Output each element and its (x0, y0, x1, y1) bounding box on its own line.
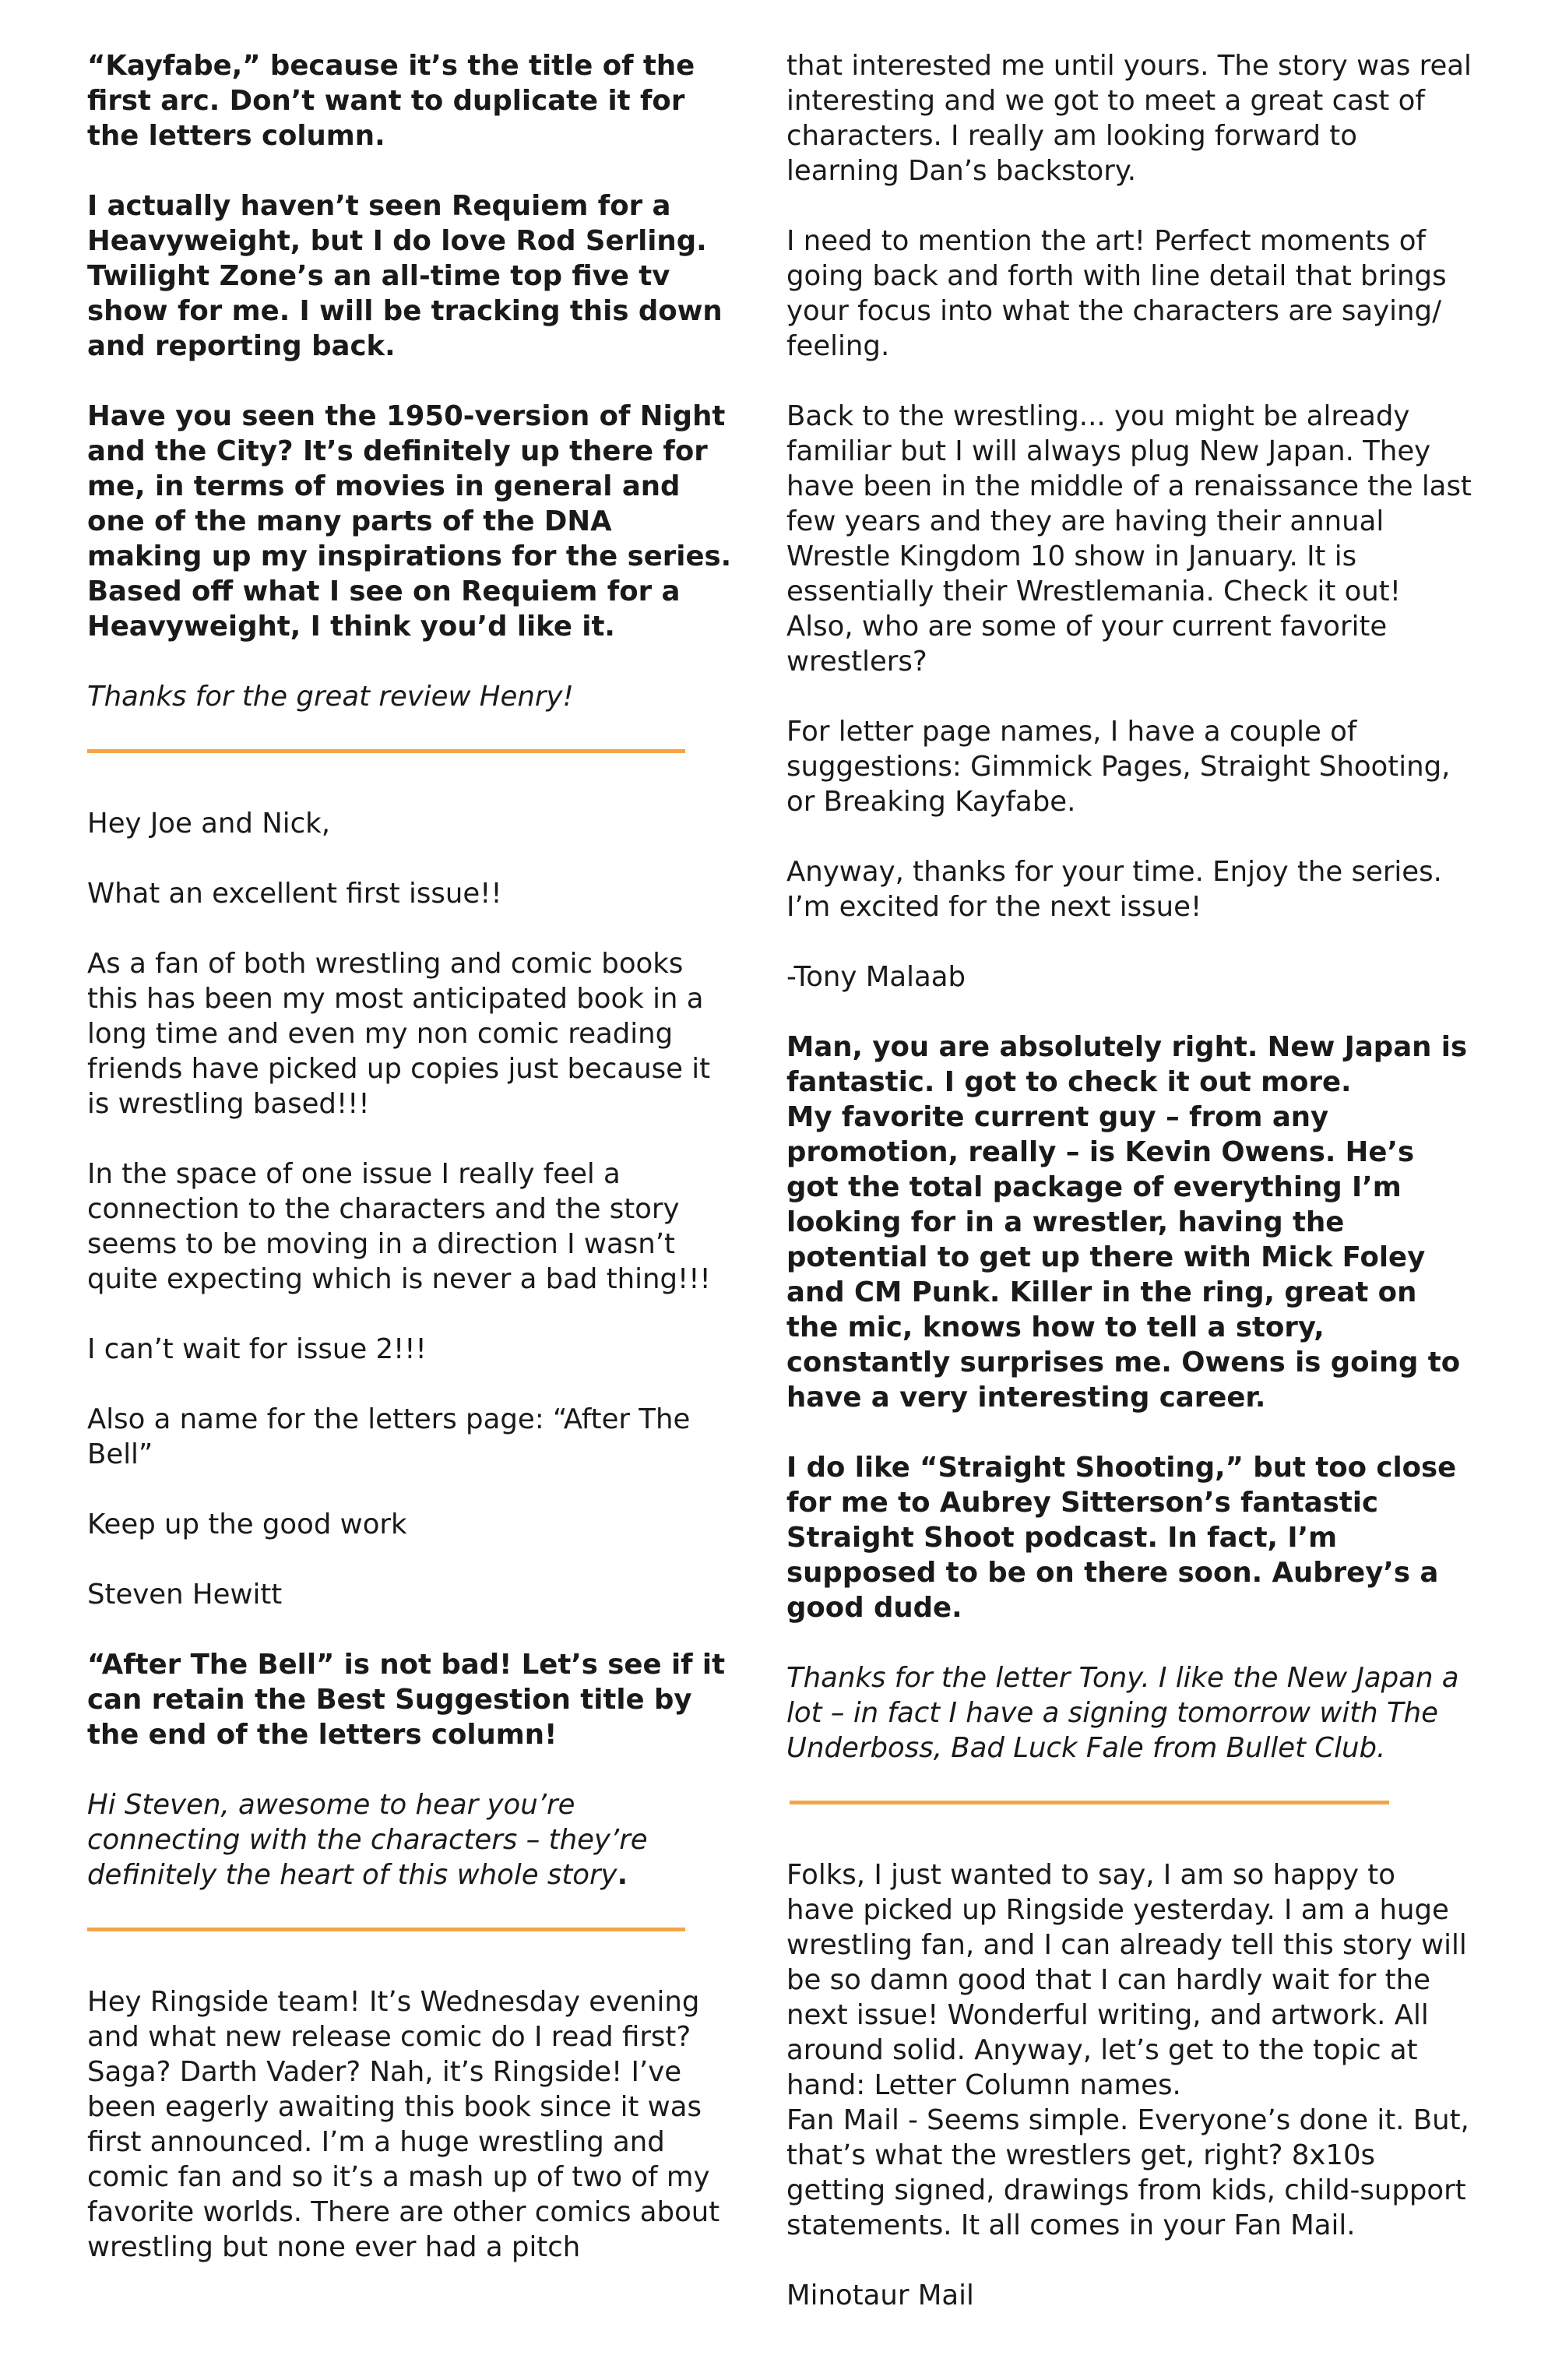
letter-paragraph: Anyway, thanks for your time. Enjoy the series. I’m excited for the next issue! (786, 856, 1442, 923)
section-divider (87, 749, 685, 753)
letter-paragraph: I can’t wait for issue 2!!! (87, 1333, 427, 1365)
letter-paragraph: In the space of one issue I really feel a connection to the characters and the story seems to be moving in a direction I wasn’t quite expecting which is never a bad thing!!! (87, 1158, 711, 1295)
letter-paragraph: I need to mention the art! Perfect moments of going back and forth with line detail that brings your focus into what the characters are saying/ feeling. (786, 225, 1447, 362)
letter-paragraph: Back to the wrestling... you might be already familiar but I will always plug New Japan. They have been in the middle of a renaissance the last few years and they are having their annual Wrestle Kingdom 10 show in January. It is essentially their Wrestlemania. Check it out! Also, who are some of your current favorite wrestlers? (786, 400, 1472, 678)
letter-paragraph: that interested me until yours. The story was real interesting and we got to meet a great cast of characters. I really am looking forward to learning Dan’s backstory. (786, 50, 1472, 187)
reply-paragraph: I actually haven’t seen Requiem for a Heavyweight, but I do love Rod Serling. Twilight Zone’s an all-time top five tv show for me. I will be tracking this down and reporting back. (87, 190, 723, 362)
letter-paragraph: Hey Ringside team! It’s Wednesday evening and what new release comic do I read first? Saga? Darth Vader? Nah, it’s Ringside! I’ve been eagerly awaiting this book since it was first announced. I’m a huge wrestling and comic fan and so it’s a mash up of two of my favorite worlds. There are other comics about wrestling but none ever had a pitch (87, 1986, 720, 2263)
reply-italic-note: Thanks for the great review Henry! (87, 681, 574, 713)
letter-paragraph: What an excellent first issue!! (87, 878, 502, 910)
reply-paragraph: I do like “Straight Shooting,” but too close for me to Aubrey Sitterson’s fantastic Straight Shoot podcast. In fact, I’m supposed to be on there soon. Aubrey’s a good dude. (786, 1452, 1457, 1624)
reply-paragraph: My favorite current guy – from any promotion, really – is Kevin Owens. He’s got the total package of everything I’m looking for in a wrestler, having the potential to get up there with Mick Foley and CM Punk. Killer in the ring, great on the mic, knows how to tell a story, constantly surprises me. Owens is going to have a very interesting career. (786, 1101, 1461, 1414)
section-divider (87, 1928, 685, 1931)
section-divider (790, 1801, 1389, 1804)
letter-paragraph: Folks, I just wanted to say, I am so happy to have picked up Ringside yesterday. I am a huge wrestling fan, and I can already tell this story will be so damn good that I can hardly wait for the next issue! Wonderful writing, and artwork. All around solid. Anyway, let’s get to the topic at hand: Letter Column names. (786, 1859, 1467, 2101)
reply-italic-note (87, 1787, 735, 1892)
reply-italic-note: Thanks for the letter Tony. I like the New Japan a lot – in fact I have a signing tomorrow with The Underboss, Bad Luck Fale from Bullet Club. (786, 1662, 1459, 1764)
reply-paragraph: Man, you are absolutely right. New Japan is fantastic. I got to check it out more. (786, 1031, 1468, 1098)
letter-paragraph: Also a name for the letters page: “After The Bell” (87, 1403, 691, 1470)
letter-paragraph: Keep up the good work (87, 1509, 407, 1540)
reply-paragraph: “After The Bell” is not bad! Let’s see if it can retain the Best Suggestion title by the end of the letters column! (87, 1649, 726, 1751)
reply-italic-end: . (617, 1859, 628, 1891)
letter-signature: Steven Hewitt (87, 1579, 283, 1611)
letter-paragraph: Minotaur Mail (786, 2280, 974, 2311)
reply-paragraph: Have you seen the 1950-version of Night and the City? It’s definitely up there for me, in terms of movies in general and one of the many parts of the DNA making up my inspirations for the series. Based off what I see on Requiem for a Heavyweight, I think you’d like it. (87, 400, 732, 643)
letter-paragraph: Fan Mail - Seems simple. Everyone’s done it. But, that’s what the wrestlers get, right? 8x10s getting signed, drawings from kids, child-support statements. It all comes in your Fan Mail. (786, 2104, 1469, 2241)
letter-paragraph: For letter page names, I have a couple of suggestions: Gimmick Pages, Straight Shooting, or Breaking Kayfabe. (786, 716, 1451, 818)
left-column (87, 48, 735, 2265)
reply-italic-text: Hi Steven, awesome to hear you’re connecting with the characters – they’re definitely the heart of this whole story (87, 1789, 648, 1891)
letter-signature: -Tony Malaab (786, 961, 966, 993)
right-column (786, 48, 1472, 2348)
letter-greeting: Hey Joe and Nick, (87, 808, 330, 840)
letter-paragraph: As a fan of both wrestling and comic books this has been my most anticipated book in a long time and even my non comic reading friends have picked up copies just because it is wrestling based!!! (87, 948, 711, 1120)
reply-paragraph: “Kayfabe,” because it’s the title of the first arc. Don’t want to duplicate it for the letters column. (87, 50, 695, 152)
